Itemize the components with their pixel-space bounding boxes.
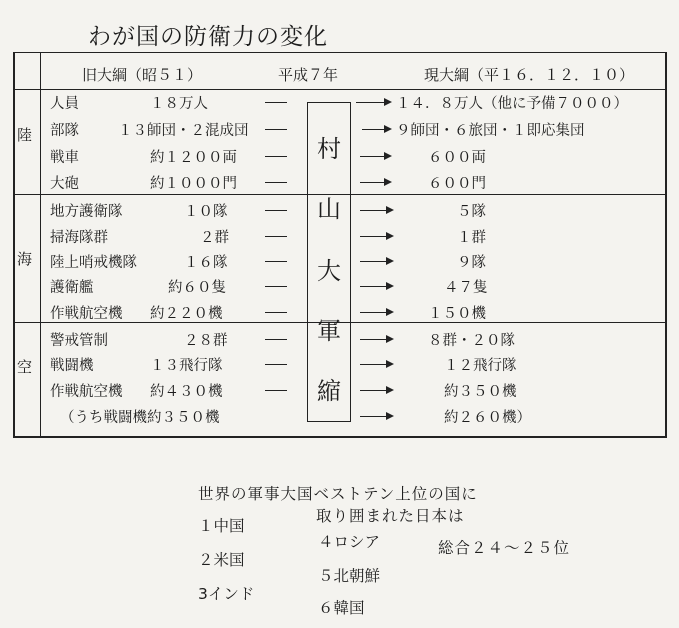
rank-item: ５北朝鮮 — [318, 567, 381, 585]
murayama-char: 山 — [317, 195, 341, 223]
arrow-mark — [360, 416, 392, 417]
section-column-rule — [40, 52, 41, 438]
header-mid: 平成７年 — [278, 66, 339, 84]
dash-mark — [265, 286, 287, 287]
row-old: １６隊 — [184, 255, 228, 271]
header-old: 旧大綱（昭５１） — [82, 66, 203, 84]
row-new: ６００門 — [428, 176, 486, 192]
section-air: 空 — [17, 358, 33, 376]
page-title: わが国の防衛力の変化 — [88, 24, 328, 50]
row-item: （うち戦闘機約３５０機 — [60, 410, 220, 426]
murayama-char: 村 — [317, 135, 341, 163]
row-old: ２８群 — [184, 333, 228, 349]
row-item: 作戦航空機 — [50, 306, 123, 322]
rank-item: ６韓国 — [318, 599, 365, 617]
row-old: ２群 — [200, 230, 229, 246]
row-new: １２飛行隊 — [444, 358, 517, 374]
header-rule — [13, 89, 665, 90]
dash-mark — [265, 156, 287, 157]
row-new: ９師団・６旅団・１即応集団 — [396, 123, 585, 139]
row-item: 人員 — [50, 96, 79, 112]
dash-mark — [265, 102, 287, 103]
row-new: ６００両 — [428, 150, 486, 166]
row-old: 約１２００両 — [150, 150, 237, 166]
row-old: １３飛行隊 — [150, 358, 223, 374]
row-old: 約２２０機 — [150, 306, 223, 322]
row-new: ９隊 — [457, 255, 486, 271]
row-old: 約４３０機 — [150, 384, 223, 400]
dash-mark — [265, 364, 287, 365]
row-old: １０隊 — [184, 204, 228, 220]
dash-mark — [265, 129, 287, 130]
rank-item: 3インド — [198, 585, 255, 603]
arrow-mark — [362, 129, 390, 130]
rank-item: ４ロシア — [318, 533, 381, 551]
arrow-mark — [360, 156, 390, 157]
row-old: １３師団・２混成団 — [118, 123, 249, 139]
arrow-mark — [360, 390, 392, 391]
row-old: １８万人 — [150, 96, 208, 112]
arrow-mark — [360, 236, 392, 237]
row-new: １４．８万人（他に予備７０００） — [396, 96, 628, 112]
arrow-mark — [360, 339, 392, 340]
section-land: 陸 — [17, 126, 33, 144]
dash-mark — [265, 261, 287, 262]
table-top-rule — [13, 52, 665, 53]
row-item: 地方護衛隊 — [50, 204, 123, 220]
arrow-mark — [360, 286, 392, 287]
row-item: 大砲 — [50, 176, 79, 192]
row-new: 約２６０機） — [444, 410, 531, 426]
arrow-mark — [360, 182, 390, 183]
rank-item: １中国 — [198, 517, 245, 535]
section-sea: 海 — [17, 250, 33, 268]
note-total: 総合２４～２５位 — [438, 539, 571, 557]
row-new: １群 — [457, 230, 486, 246]
row-new: 約３５０機 — [444, 384, 517, 400]
arrow-mark — [360, 210, 392, 211]
row-item: 掃海隊群 — [50, 230, 108, 246]
row-new: ８群・２０隊 — [428, 333, 515, 349]
header-new: 現大綱（平１６．１２．１０） — [424, 66, 635, 84]
murayama-char: 縮 — [317, 377, 341, 405]
dash-mark — [265, 390, 287, 391]
rank-item: ２米国 — [198, 551, 245, 569]
row-new: ４７隻 — [444, 280, 488, 296]
murayama-char: 軍 — [317, 317, 341, 345]
row-old: 約６０隻 — [168, 280, 226, 296]
row-new: １５０機 — [428, 306, 486, 322]
arrow-mark — [356, 102, 390, 103]
row-item: 護衛艦 — [50, 280, 94, 296]
row-item: 戦車 — [50, 150, 79, 166]
arrow-mark — [360, 312, 392, 313]
row-item: 警戒管制 — [50, 333, 108, 349]
dash-mark — [265, 210, 287, 211]
row-item: 陸上哨戒機隊 — [50, 255, 137, 271]
row-old: 約１０００門 — [150, 176, 237, 192]
dash-mark — [265, 182, 287, 183]
row-new: ５隊 — [457, 204, 486, 220]
note-line-2: 取り囲まれた日本は — [316, 507, 465, 525]
row-item: 部隊 — [50, 123, 79, 139]
row-item: 戦闘機 — [50, 358, 94, 374]
arrow-mark — [360, 364, 392, 365]
row-item: 作戦航空機 — [50, 384, 123, 400]
arrow-mark — [360, 261, 392, 262]
dash-mark — [265, 339, 287, 340]
dash-mark — [265, 236, 287, 237]
note-line-1: 世界の軍事大国ベストテン上位の国に — [198, 485, 478, 503]
murayama-char: 大 — [317, 257, 341, 285]
murayama-box — [307, 102, 351, 422]
dash-mark — [265, 312, 287, 313]
